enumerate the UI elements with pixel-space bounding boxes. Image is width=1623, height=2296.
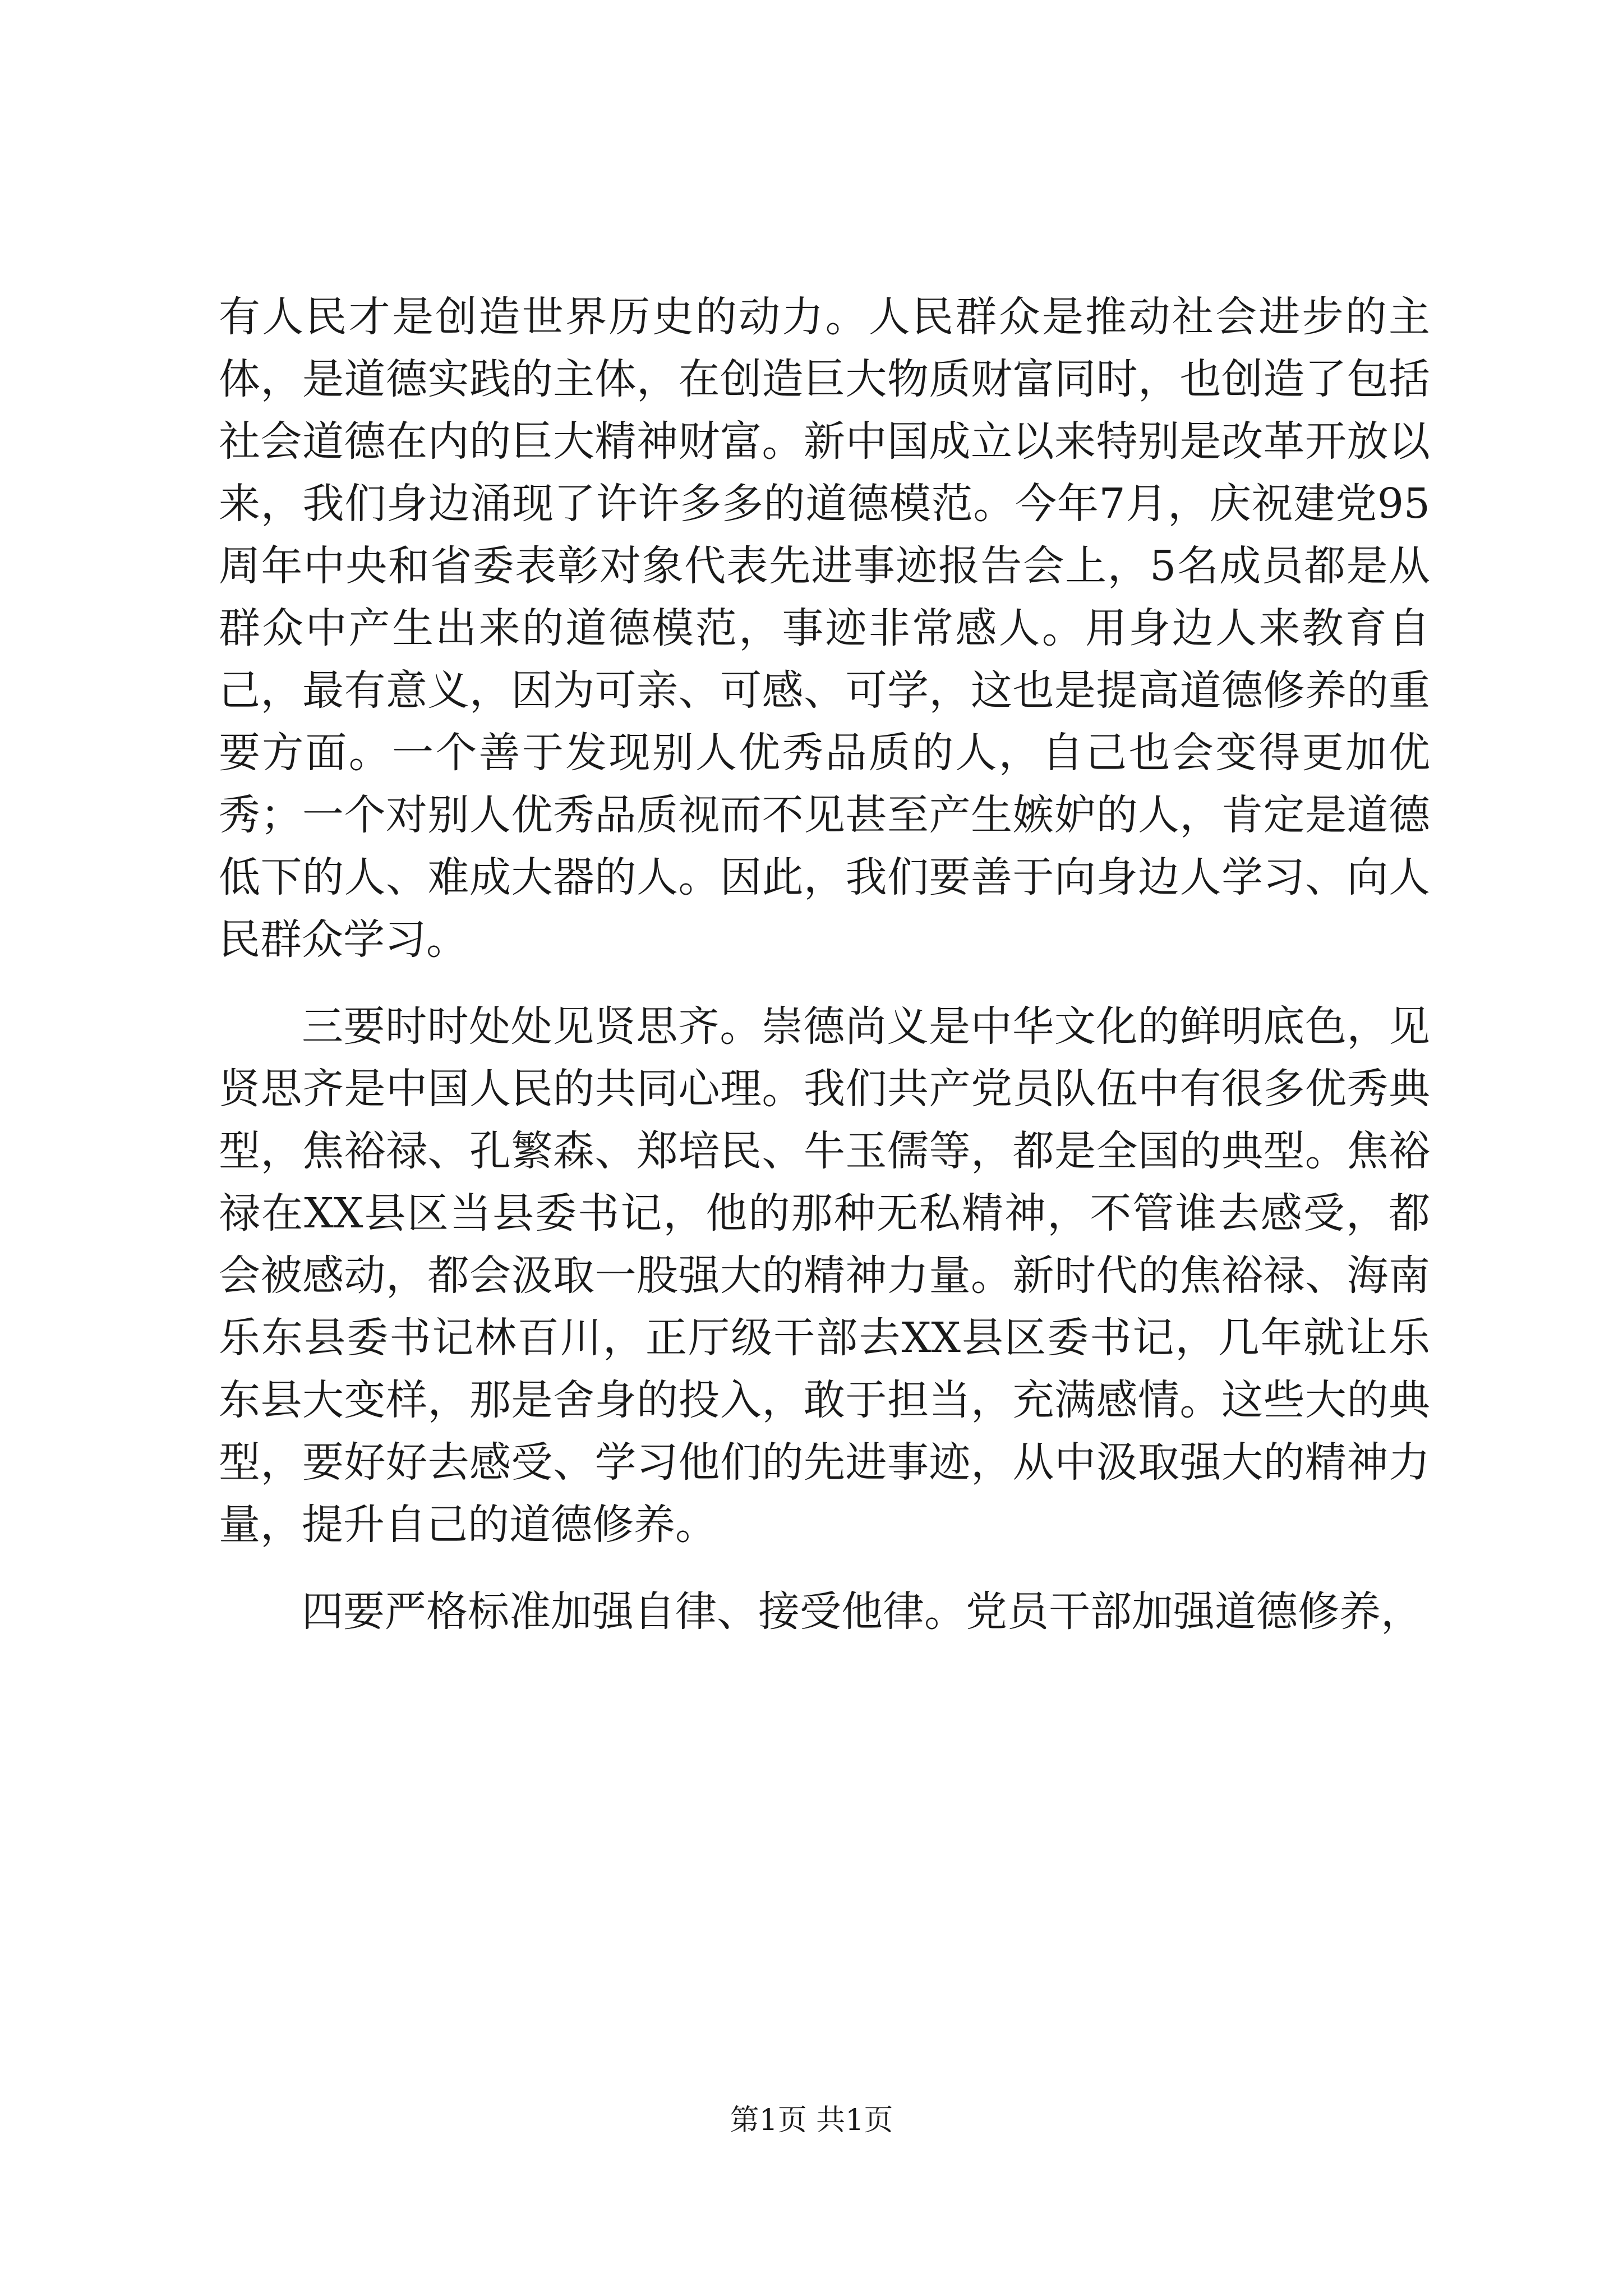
paragraph-1: 有人民才是创造世界历史的动力。人民群众是推动社会进步的主体，是道德实践的主体，在创造巨大物质财富同时，也创造了包括社会道德在内的巨大精神财富。新中国成立以来特别是改革开放以来，我们身边涌现了许许多多的道德模范。今年7月，庆祝建党95周年中央和省委表彰对象代表先进事迹报告会上，5名成员都是从群众中产生出来的道德模范，事迹非常感人。用身边人来教育自己，最有意义，因为可亲、可感、可学，这也是提高道德修养的重要方面。一个善于发现别人优秀品质的人，自己也会变得更加优秀；一个对别人优秀品质视而不见甚至产生嫉妒的人，肯定是道德低下的人、难成大器的人。因此，我们要善于向身边人学习、向人民群众学习。 <box>219 293 1430 964</box>
page-footer: 第1页 共1页 <box>730 2104 893 2137</box>
paragraph-3: 四要严格标准加强自律、接受他律。党员干部加强道德修养， <box>302 1588 1422 1636</box>
paragraph-2: 三要时时处处见贤思齐。崇德尚义是中华文化的鲜明底色，见贤思齐是中国人民的共同心理。我们共产党员队伍中有很多优秀典型，焦裕禄、孔繁森、郑培民、牛玉儒等，都是全国的典型。焦裕禄在XX县区当县委书记，他的那种无私精神，不管谁去感受，都会被感动，都会汲取一股强大的精神力量。新时代的焦裕禄、海南乐东县委书记林百川，正厅级干部去XX县区委书记，几年就让乐东县大变样，那是舍身的投入，敢于担当，充满感情。这些大的典型，要好好去感受、学习他们的先进事迹，从中汲取强大的精神力量，提升自己的道德修养。 <box>219 1002 1430 1549</box>
document-body <box>219 286 1430 1668</box>
